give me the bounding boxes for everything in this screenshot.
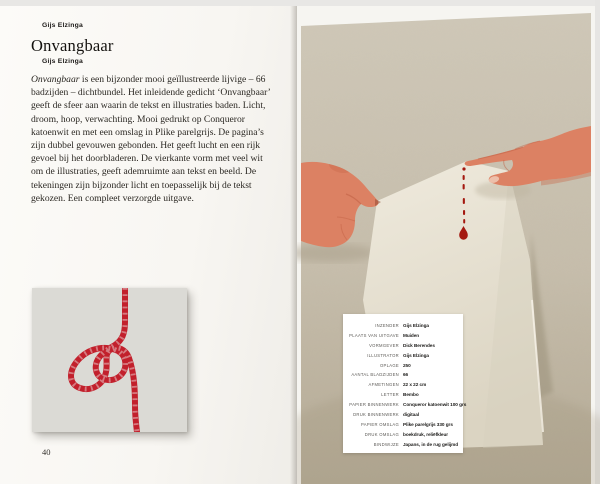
colophon-value: 66 bbox=[403, 372, 409, 378]
photo-background-edge bbox=[595, 0, 600, 484]
review-body-text: is een bijzonder mooi geïllustreerde lijvige – 66 badzijden – dichtbundel. Het inleidende gedicht ‘Onvangbaar’ geeft de sfeer aan waarin de tekst en illustraties baden. Licht, droom, hoop, verwachting. Mooi gedrukt op Conqueror katoenwit en met een omslag in Plike parelgrijs. De pagina’s zijn dubbel gevouwen gebonden. Het geeft lucht en een rijk gevoel bij het doorbladeren. De vierkante vorm met veel wit om de illustraties, geeft ademruimte aan tekst en beeld. De tekeningen zijn bijzonder licht en toepasselijk bij de tekst gekozen. Een compleet verzorgde uitgave. bbox=[31, 74, 271, 204]
colophon-label: PAPIER OMSLAG bbox=[360, 421, 399, 427]
colophon-value: Plike parelgrijs 330 grs bbox=[403, 421, 453, 427]
colophon-box bbox=[343, 314, 467, 453]
colophon-label: AANTAL BLADZIJDEN bbox=[351, 372, 399, 378]
author-name-top: Gijs Elzinga bbox=[42, 22, 83, 29]
colophon-value: Gijs Elzinga bbox=[403, 323, 429, 328]
colophon-value: Japans, in de rug gelijmd bbox=[403, 441, 459, 447]
left-page bbox=[0, 6, 297, 484]
colophon-label: ILLUSTRATOR bbox=[367, 352, 399, 358]
knot-illustration bbox=[32, 288, 187, 432]
colophon-row bbox=[343, 331, 461, 341]
colophon-label: VORMGEVER bbox=[369, 342, 399, 348]
colophon-row bbox=[343, 430, 461, 440]
colophon-label: PLAATS VAN UITGAVE bbox=[349, 332, 399, 338]
colophon-label: PAPIER BINNENWERK bbox=[349, 402, 399, 408]
colophon-value: Bembo bbox=[403, 392, 419, 398]
colophon-row bbox=[343, 440, 461, 450]
colophon-label: INZENDER bbox=[375, 323, 399, 328]
colophon-label: AFMETINGEN bbox=[368, 382, 399, 388]
page-number: 40 bbox=[42, 447, 51, 457]
cover-thumbnail-figure bbox=[32, 288, 187, 432]
colophon-row bbox=[343, 410, 461, 420]
book-title: Onvangbaar bbox=[31, 36, 114, 55]
colophon-value: digitaal bbox=[403, 412, 420, 418]
colophon-row bbox=[343, 351, 461, 361]
colophon-label: BINDWIJZE bbox=[373, 441, 399, 447]
colophon-label: DRUK OMSLAG bbox=[364, 431, 399, 437]
colophon-value: Muiden bbox=[403, 332, 420, 338]
colophon-value: Gijs Elzinga bbox=[403, 352, 429, 358]
colophon-row bbox=[343, 361, 461, 371]
colophon-label: LETTER bbox=[381, 392, 399, 398]
colophon-row bbox=[343, 400, 467, 410]
colophon-value: Conqueror katoenwit 100 grs bbox=[403, 402, 467, 408]
review-lead-italic: Onvangbaar bbox=[31, 74, 80, 85]
colophon-row bbox=[343, 341, 461, 351]
colophon-value: boekdruk, reliëfkleur bbox=[403, 431, 449, 437]
colophon-value: 250 bbox=[403, 362, 411, 368]
colophon-row bbox=[343, 390, 461, 400]
colophon-row bbox=[343, 420, 461, 430]
colophon-row bbox=[343, 380, 461, 390]
colophon-value: Dick Berendes bbox=[403, 342, 435, 348]
review-paragraph bbox=[31, 73, 272, 205]
author-name-sub: Gijs Elzinga bbox=[42, 58, 83, 65]
colophon-row bbox=[343, 370, 461, 380]
colophon-label: OPLAGE bbox=[379, 362, 399, 368]
colophon-label: DRUK BINNENWERK bbox=[353, 412, 399, 418]
colophon-value: 22 x 22 cm bbox=[403, 382, 427, 388]
colophon-row bbox=[343, 321, 461, 331]
